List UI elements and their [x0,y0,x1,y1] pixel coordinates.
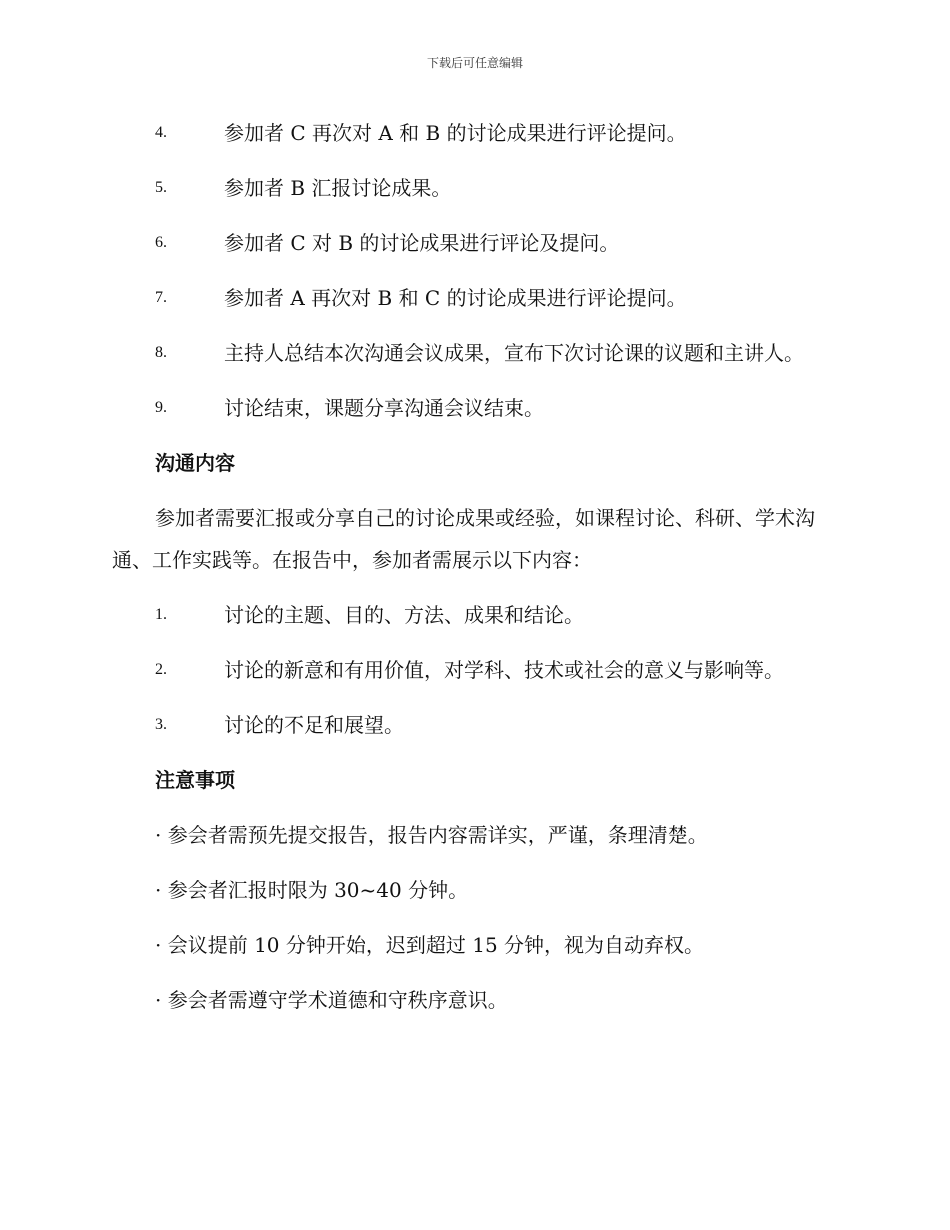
list-item-number: 2. [155,661,167,678]
list-item-number: 4. [155,124,167,141]
bullet-item: · 参会者需预先提交报告，报告内容需详实，严谨，条理清楚。 [155,823,708,847]
section-paragraph: 参加者需要汇报或分享自己的讨论成果或经验，如课程讨论、科研、学术沟通、工作实践等。在报告中，参加者需展示以下内容： [112,506,815,572]
section-heading-content: 沟通内容 [155,451,235,475]
list-item [112,332,832,374]
section-heading-notes: 注意事项 [155,768,235,792]
list-item-text: 讨论的不足和展望。 [224,713,404,737]
list-item-number: 7. [155,289,167,306]
list-item [112,112,832,154]
list-item [112,167,832,209]
bullet-item: · 参会者汇报时限为 30~40 分钟。 [155,878,469,902]
bullet-item: · 参会者需遵守学术道德和守秩序意识。 [155,988,508,1012]
list-item [112,594,832,636]
document-content [112,112,832,1034]
list-item [112,704,832,746]
list-item-number: 8. [155,344,167,361]
list-item-number: 1. [155,606,167,623]
list-item-number: 3. [155,716,167,733]
list-item-text: 参加者 B 汇报讨论成果。 [224,176,452,200]
list-item [112,387,832,429]
list-item [112,222,832,264]
list-item-text: 主持人总结本次沟通会议成果，宣布下次讨论课的议题和主讲人。 [224,341,804,365]
list-item-text: 讨论的主题、目的、方法、成果和结论。 [224,603,584,627]
list-item-text: 参加者 C 对 B 的讨论成果进行评论及提问。 [224,231,620,255]
bullet-item: · 会议提前 10 分钟开始，迟到超过 15 分钟，视为自动弃权。 [155,933,705,957]
header-note: 下载后可任意编辑 [426,56,523,70]
list-item-text: 参加者 A 再次对 B 和 C 的讨论成果进行评论提问。 [224,286,687,310]
list-item-text: 参加者 C 再次对 A 和 B 的讨论成果进行评论提问。 [224,121,687,145]
list-item-number: 6. [155,234,167,251]
list-item-text: 讨论的新意和有用价值，对学科、技术或社会的意义与影响等。 [224,658,784,682]
list-item [112,649,832,691]
list-item-number: 9. [155,399,167,416]
list-item-number: 5. [155,179,167,196]
list-item [112,277,832,319]
list-item-text: 讨论结束，课题分享沟通会议结束。 [224,396,544,420]
